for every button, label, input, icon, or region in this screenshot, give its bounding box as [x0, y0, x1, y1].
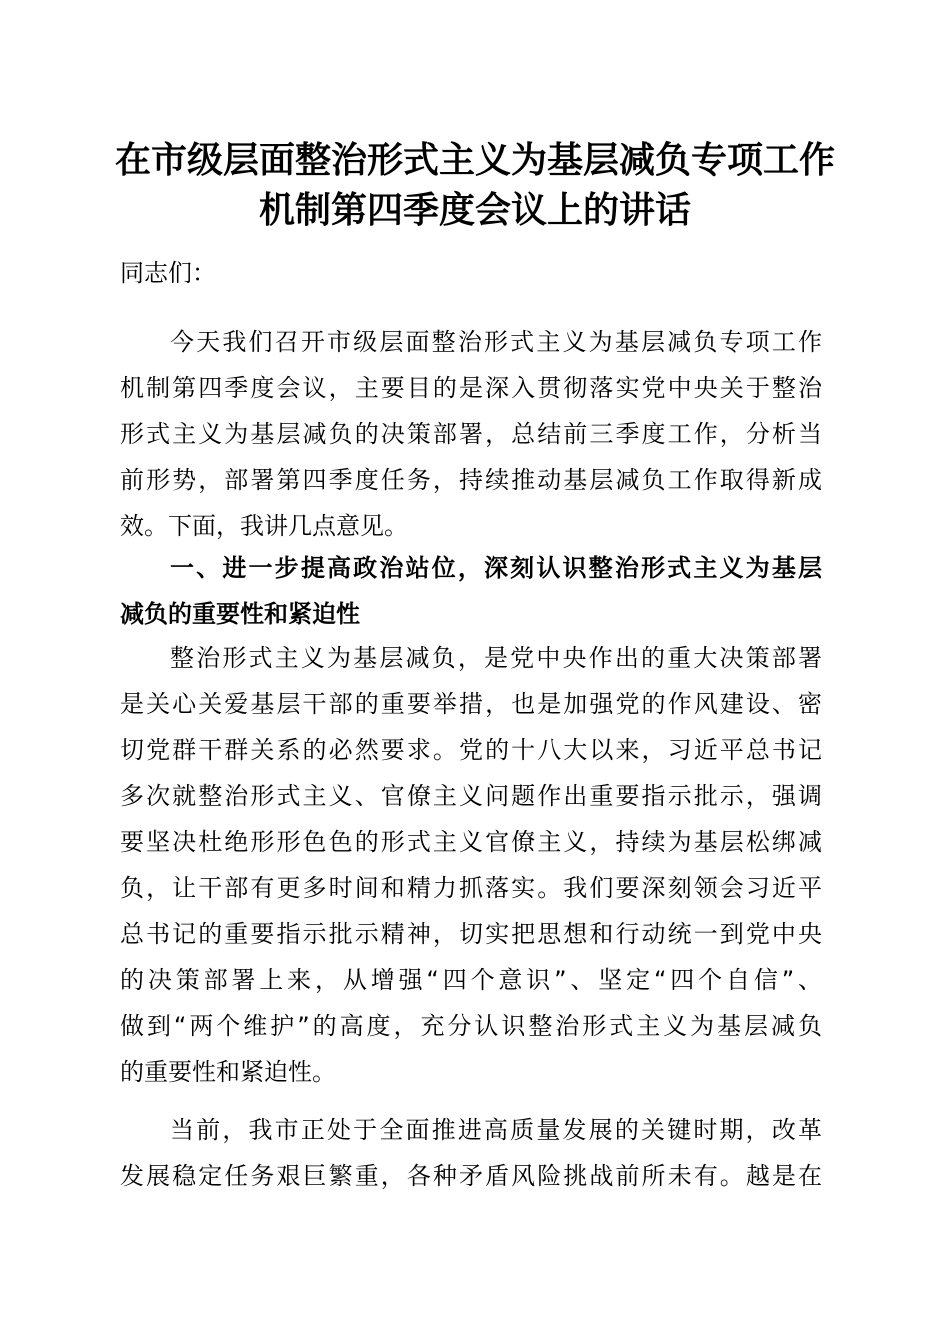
paragraph-current-situation — [120, 1107, 822, 1199]
text-line: 形式主义为基层减负的决策部署，总结前三季度工作，分析当 — [120, 420, 822, 448]
text-line: 机制第四季度会议，主要目的是深入贯彻落实党中央关于整治 — [120, 374, 822, 402]
text-line: 的决策部署上来，从增强“四个意识”、坚定“四个自信”、 — [120, 966, 822, 994]
text-line: 是关心关爱基层干部的重要举措，也是加强党的作风建设、密 — [120, 690, 822, 718]
text-line: 前形势，部署第四季度任务，持续推动基层减负工作取得新成 — [120, 466, 822, 494]
text-line: 要坚决杜绝形形色色的形式主义官僚主义，持续为基层松绑减 — [120, 828, 822, 856]
text-line: 切党群干群关系的必然要求。党的十八大以来，习近平总书记 — [120, 736, 822, 764]
text-line: 多次就整治形式主义、官僚主义问题作出重要指示批示，强调 — [120, 782, 822, 810]
text-line: 负，让干部有更多时间和精力抓落实。我们要深刻领会习近平 — [120, 874, 822, 902]
salutation — [120, 250, 822, 296]
paragraph-intro — [120, 319, 822, 549]
text-line: 效。下面，我讲几点意见。 — [120, 512, 408, 540]
text-line: 整治形式主义为基层减负，是党中央作出的重大决策部署 — [170, 644, 822, 672]
heading-line: 一、进一步提高政治站位，深刻认识整治形式主义为基层 — [170, 554, 822, 582]
title-line: 在市级层面整治形式主义为基层减负专项工作 — [114, 139, 835, 181]
text-line: 总书记的重要指示批示精神，切实把思想和行动统一到党中央 — [120, 920, 822, 948]
heading-line: 减负的重要性和紧迫性 — [120, 600, 360, 628]
text-line: 发展稳定任务艰巨繁重，各种矛盾风险挑战前所未有。越是在 — [120, 1162, 822, 1190]
title-line: 机制第四季度会议上的讲话 — [258, 189, 691, 231]
document-title — [100, 135, 850, 235]
text-line: 今天我们召开市级层面整治形式主义为基层减负专项工作 — [170, 328, 822, 356]
text-line: 当前，我市正处于全面推进高质量发展的关键时期，改革 — [170, 1116, 822, 1144]
text-line: 做到“两个维护”的高度，充分认识整治形式主义为基层减负 — [120, 1012, 822, 1040]
salutation-text: 同志们： — [120, 259, 216, 287]
paragraph-section-1 — [120, 635, 822, 1095]
text-line: 的重要性和紧迫性。 — [120, 1058, 336, 1086]
section-heading-1 — [120, 545, 822, 637]
